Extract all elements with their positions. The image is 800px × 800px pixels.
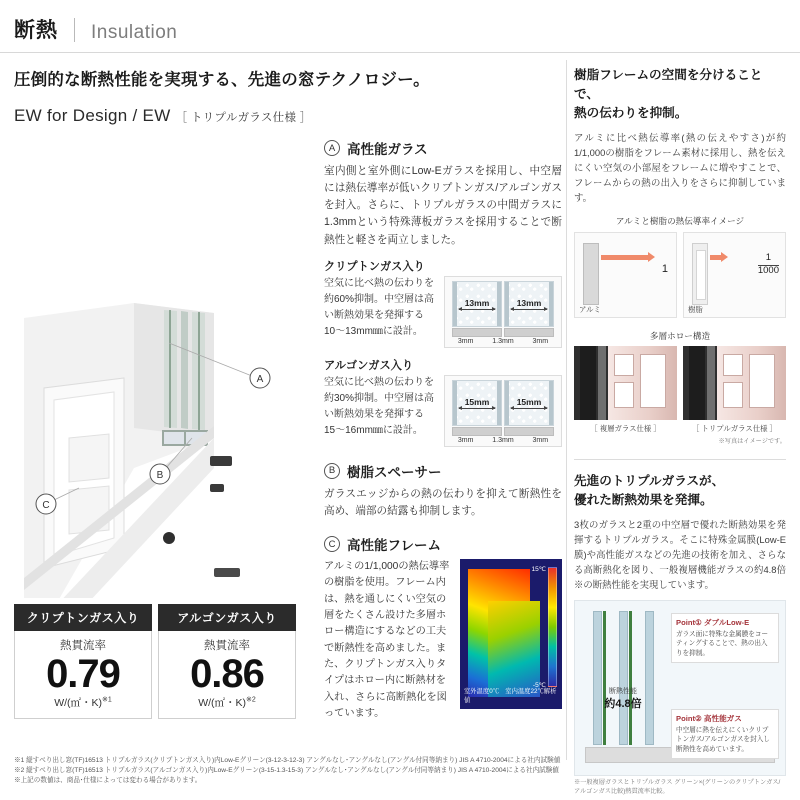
frame-row bbox=[324, 559, 562, 722]
argon-pane-left bbox=[452, 380, 502, 426]
right-block2-body: 3枚のガラスと2重の中空層で優れた断熱効果を発揮するトリプルガラス。そこに特殊金属膜(Low-E膜)や高性能ガスなどの先進の技術を加え、さらなる高断熱化を図り、一般複層機能ガラスの約4.8倍※の断熱性能を実現しています。 bbox=[574, 518, 786, 590]
krypton-dim-3: 3mm bbox=[532, 337, 549, 345]
krypton-dim-right: 13mm bbox=[516, 297, 542, 308]
krypton-unit-text: W/(㎡・K) bbox=[54, 697, 103, 709]
left-text-column bbox=[324, 138, 562, 736]
argon-pane-right bbox=[504, 380, 554, 426]
krypton-arrow-left bbox=[459, 309, 495, 310]
window-cutaway-illustration bbox=[14, 138, 314, 598]
section-c-title-row bbox=[324, 534, 562, 554]
aluminium-bar bbox=[583, 243, 599, 305]
photo2-cavity-1 bbox=[723, 354, 743, 376]
value-box-argon-head: アルゴンガス入り bbox=[158, 604, 296, 631]
conductivity-resin bbox=[683, 232, 786, 318]
value-box-krypton-value: 0.79 bbox=[46, 652, 120, 696]
krypton-gas-diagram bbox=[444, 276, 562, 348]
thermal-caption: 室外温度0℃ 室内温度22℃解析値 bbox=[464, 688, 557, 705]
argon-arrow-left bbox=[459, 408, 495, 409]
page-header bbox=[14, 14, 177, 44]
lowe-coating-2 bbox=[629, 611, 632, 745]
right-block1-body: アルミに比べ熱伝導率(熱の伝えやすさ)が約1/1,000の樹脂をフレーム素材に採用し、熱を伝えにくい空気の小部屋をフレームに増やすことで、フレームからの熱の出入りをさらに抑制しています。 bbox=[574, 131, 786, 203]
section-b-title: 樹脂スペーサー bbox=[347, 464, 442, 480]
argon-unit-text: W/(㎡・K) bbox=[198, 697, 247, 709]
hollow-photos bbox=[574, 346, 786, 420]
krypton-pane-right bbox=[504, 281, 554, 327]
photo1-pane-mid bbox=[598, 346, 606, 420]
glass-figure-note: ※一般複層ガラスとトリプルガラス グリーン×(グリーンのクリプトンガス/アルゴンガス比較)熱貫流率比較。 bbox=[574, 778, 781, 795]
value-box-krypton bbox=[14, 604, 152, 719]
resin-label: 樹脂 bbox=[688, 304, 703, 314]
photo-caption-1: ［ 複層ガラス仕様 ］ bbox=[590, 423, 661, 433]
aluminium-label: アルミ bbox=[579, 304, 601, 314]
photo-triple-glazing bbox=[683, 346, 786, 420]
thermal-scale-low: -5℃ bbox=[532, 682, 546, 690]
argon-base-bar-2 bbox=[504, 427, 554, 436]
resin-heat-arrow bbox=[710, 255, 722, 260]
product-subtitle bbox=[14, 106, 562, 126]
section-b-body: ガラスエッジからの熱の伝わりを抑えて断熱性を高め、端部の結露も抑制します。 bbox=[324, 487, 562, 517]
argon-gas-diagram bbox=[444, 375, 562, 447]
footnote-3: ※上記の数値は、商品･仕様によっては変わる場合があります。 bbox=[14, 777, 202, 785]
krypton-bottom-dims bbox=[448, 338, 558, 345]
resin-hollow bbox=[696, 250, 706, 300]
right-divider bbox=[574, 459, 786, 460]
photo2-cavity-3 bbox=[749, 354, 775, 408]
krypton-dim-1: 3mm bbox=[457, 337, 474, 345]
header-divider bbox=[74, 18, 75, 42]
krypton-base bbox=[448, 328, 558, 337]
triple-glass-figure bbox=[574, 600, 786, 776]
value-box-argon bbox=[158, 604, 296, 719]
right-column bbox=[574, 66, 786, 796]
svg-text:A: A bbox=[256, 374, 264, 385]
lowe-coating-1 bbox=[603, 611, 606, 745]
thermal-simulation-figure bbox=[460, 559, 562, 722]
section-c-body: アルミの1/1,000の熱伝導率の樹脂を使用。フレーム内は、熱を通しにくい空気の層をたくさん設けた多層ホロー構造にするなどの工夫で断熱性を高めました。また、クリプトンガス入りタイプはホロー内に断熱材を入れ、さらに高断熱化を図っています。 bbox=[324, 561, 450, 719]
krypton-arrow-right bbox=[511, 309, 547, 310]
point-1-box bbox=[671, 613, 779, 663]
argon-base-bar-1 bbox=[452, 427, 502, 436]
argon-dim-1: 3mm bbox=[457, 436, 474, 444]
subsection-argon bbox=[324, 357, 562, 447]
photo1-frame bbox=[608, 346, 677, 420]
photo-caption-2: ［ トリプルガラス仕様 ］ bbox=[692, 423, 777, 433]
svg-text:B: B bbox=[156, 470, 164, 481]
resin-value-numerator: 1 bbox=[758, 253, 779, 266]
badge-b-icon: B bbox=[324, 463, 340, 479]
section-high-performance-frame bbox=[324, 534, 562, 722]
footnote-1: ※1 縦すべり出し窓(TF)16513 トリプルガラス(クリプトンガス入り)内Low-Eグリーン(3-12-3-12-3) アングルなし･アングルなし(アングル付同等納まり) JIS A 4710-2004による社内試験値 bbox=[14, 757, 561, 764]
resin-value-denominator: 1000 bbox=[757, 264, 779, 276]
krypton-base-bar-2 bbox=[504, 328, 554, 337]
right-block1-title: 樹脂フレームの空間を分けることで、 熱の伝わりを抑制。 bbox=[574, 68, 763, 120]
resin-bar bbox=[692, 243, 708, 305]
resin-value-fraction bbox=[758, 253, 779, 277]
photo1-pane-left bbox=[580, 346, 596, 420]
aluminium-heat-arrow bbox=[601, 255, 649, 260]
page-title-en: Insulation bbox=[91, 22, 178, 43]
argon-dim-3: 3mm bbox=[532, 436, 549, 444]
section-a-title: 高性能ガラス bbox=[347, 142, 428, 157]
insulation-performance-value: 約4.8倍 bbox=[604, 697, 642, 710]
photo1-cavity-2 bbox=[614, 382, 634, 408]
conductivity-caption: アルミと樹脂の熱伝導率イメージ bbox=[615, 215, 745, 226]
left-body bbox=[14, 138, 562, 738]
photo1-cavity-3 bbox=[640, 354, 666, 408]
argon-title: アルゴンガス入り bbox=[324, 359, 414, 372]
argon-dim-left: 15mm bbox=[464, 396, 490, 407]
insulation-performance-note bbox=[585, 687, 661, 712]
argon-dim-2: 1.3mm bbox=[492, 436, 514, 444]
insulation-performance-label: 断熱性能 bbox=[609, 687, 637, 695]
section-high-performance-glass bbox=[324, 138, 562, 447]
photo-double-glazing bbox=[574, 346, 677, 420]
lead-headline: 圧倒的な断熱性能を実現する、先進の窓テクノロジー。 bbox=[14, 71, 430, 89]
section-resin-spacer bbox=[324, 461, 562, 520]
krypton-panes bbox=[448, 281, 558, 327]
krypton-dim-2: 1.3mm bbox=[492, 337, 514, 345]
photo-captions bbox=[574, 423, 786, 434]
value-box-krypton-head: クリプトンガス入り bbox=[14, 604, 152, 631]
conductivity-compare bbox=[574, 232, 786, 318]
argon-dim-right: 15mm bbox=[516, 396, 542, 407]
product-name: EW for Design / EW bbox=[14, 106, 171, 125]
thermal-scale-high: 15℃ bbox=[531, 566, 546, 574]
point-1-text: ガラス面に特殊な金属膜をコーティングすることで、熱の出入りを抑制。 bbox=[676, 630, 769, 658]
point-2-text: 中空層に熱を伝えにくいクリプトンガス/アルゴンガスを封入し断熱性を高めています。 bbox=[676, 726, 770, 754]
photo2-frame bbox=[717, 346, 786, 420]
krypton-dim-left: 13mm bbox=[464, 297, 490, 308]
value-box-argon-body bbox=[158, 631, 296, 719]
argon-panes bbox=[448, 380, 558, 426]
hollow-structure-title: 多層ホロー構造 bbox=[649, 330, 711, 341]
section-c-title: 高性能フレーム bbox=[347, 538, 441, 554]
point-1-title: Point① ダブルLow-E bbox=[676, 617, 750, 627]
photo2-pane-mid bbox=[707, 346, 715, 420]
footnotes bbox=[14, 756, 562, 787]
glass-pane-2 bbox=[619, 611, 628, 745]
argon-body: 空気に比べ熱の伝わりを約30%抑制。中空層は高い断熱効果を発揮する15〜16mm㎜に設計。 bbox=[324, 376, 435, 436]
header-rule bbox=[0, 52, 800, 53]
krypton-pane-left bbox=[452, 281, 502, 327]
badge-c-icon: C bbox=[324, 536, 340, 552]
photo1-cavity-1 bbox=[614, 354, 634, 376]
subsection-krypton bbox=[324, 258, 562, 348]
thermal-color-scale bbox=[548, 567, 557, 687]
section-a-body: 室内側と室外側にLow-Eガラスを採用し、中空層には熱伝導率が低いクリプトンガス/アルゴンガスを封入。さらに、トリプルガラスの中間ガラスに1.3mmという特殊薄板ガラスを採用することで断熱性と軽さを両立しました。 bbox=[324, 165, 562, 246]
point-2-title: Point② 高性能ガス bbox=[676, 713, 742, 723]
section-a-title-row bbox=[324, 138, 562, 158]
svg-text:C: C bbox=[42, 500, 50, 511]
left-column bbox=[14, 66, 562, 738]
aluminium-value: 1 bbox=[661, 262, 668, 275]
value-box-krypton-label: 熱貫流率 bbox=[60, 640, 106, 652]
thermal-image bbox=[460, 559, 562, 709]
argon-row bbox=[324, 375, 562, 447]
photo-note: ※写真はイメージです。 bbox=[718, 437, 786, 445]
argon-bottom-dims bbox=[448, 437, 558, 444]
value-box-krypton-unit bbox=[15, 695, 151, 710]
value-box-argon-label: 熱貫流率 bbox=[204, 640, 250, 652]
glass-pane-1 bbox=[593, 611, 602, 745]
argon-unit-note: ※2 bbox=[246, 696, 256, 704]
value-box-argon-unit bbox=[159, 695, 295, 710]
badge-a-icon: A bbox=[324, 140, 340, 156]
photo2-cavity-2 bbox=[723, 382, 743, 408]
krypton-row bbox=[324, 276, 562, 348]
page-title-jp: 断熱 bbox=[14, 19, 58, 42]
right-block2-title: 先進のトリプルガラスが、 優れた断熱効果を発揮。 bbox=[574, 473, 725, 507]
point-2-box bbox=[671, 709, 779, 759]
cutaway-svg bbox=[14, 138, 314, 598]
krypton-title: クリプトンガス入り bbox=[324, 260, 425, 273]
krypton-body: 空気に比べ熱の伝わりを約60%抑制。中空層は高い断熱効果を発揮する10〜13mm㎜に設計。 bbox=[324, 277, 435, 337]
krypton-diagram bbox=[444, 276, 562, 348]
performance-values bbox=[14, 604, 314, 719]
argon-base bbox=[448, 427, 558, 436]
column-divider bbox=[566, 60, 567, 760]
krypton-base-bar-1 bbox=[452, 328, 502, 337]
argon-arrow-right bbox=[511, 408, 547, 409]
value-box-argon-value: 0.86 bbox=[190, 652, 264, 696]
footnote-2: ※2 縦すべり出し窓(TF)16513 トリプルガラス(アルゴンガス入り)内Low-Eグリーン(3-15-1.3-15-3) アングルなし･アングルなし(アングル付同等納まり) JIS A 4710-2004による社内試験値 bbox=[14, 767, 559, 775]
argon-diagram bbox=[444, 375, 562, 447]
krypton-unit-note: ※1 bbox=[102, 696, 112, 704]
photo2-pane-left bbox=[689, 346, 705, 420]
section-b-title-row bbox=[324, 461, 562, 481]
value-box-krypton-body bbox=[14, 631, 152, 719]
glass-pane-3 bbox=[645, 611, 654, 745]
conductivity-aluminium bbox=[574, 232, 677, 318]
product-spec: ［ トリプルガラス仕様 ］ bbox=[175, 112, 312, 124]
